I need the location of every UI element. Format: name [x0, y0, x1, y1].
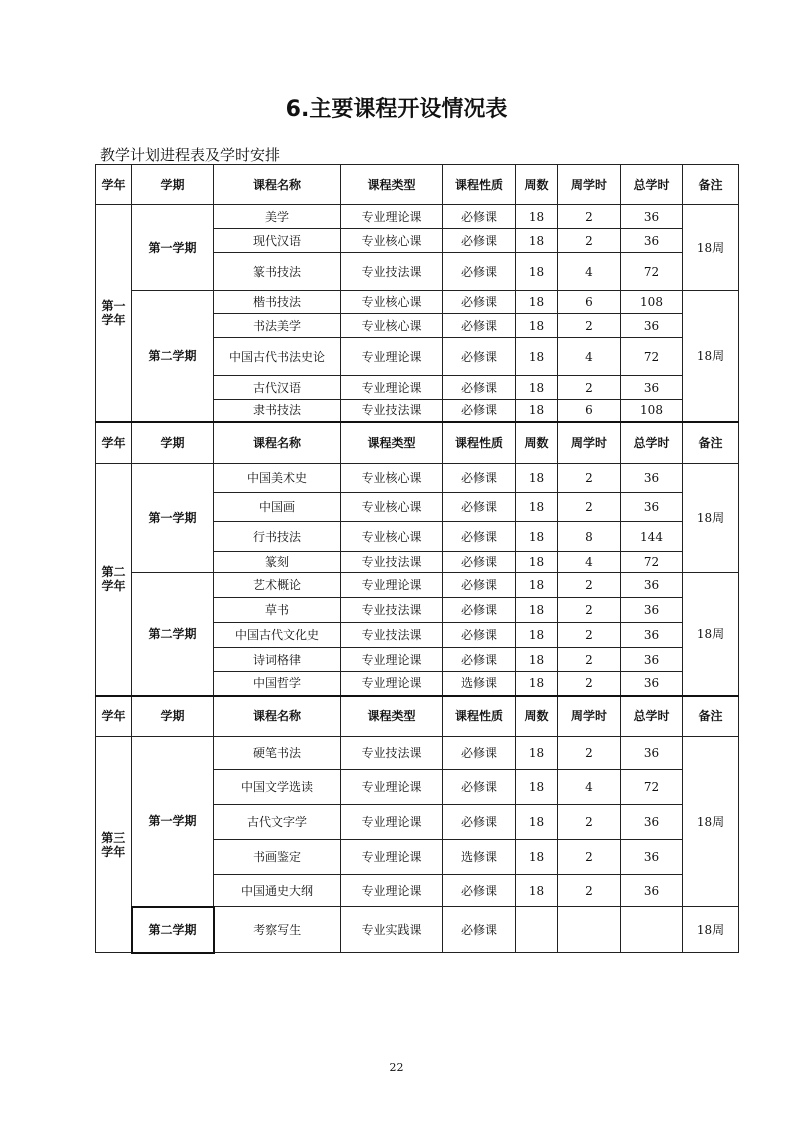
course-nature: 必修课 — [443, 338, 516, 376]
semester-note: 18周 — [683, 737, 739, 907]
course-weeks: 18 — [516, 598, 558, 623]
course-name: 考察写生 — [214, 907, 341, 953]
course-weekly-hours: 4 — [558, 552, 621, 573]
semester-note: 18周 — [683, 205, 739, 291]
course-total-hours: 36 — [621, 573, 683, 598]
header-course-type: 课程类型 — [341, 696, 443, 737]
course-type: 专业理论课 — [341, 338, 443, 376]
course-total-hours: 36 — [621, 737, 683, 770]
header-year: 学年 — [96, 422, 132, 464]
course-weekly-hours: 4 — [558, 338, 621, 376]
header-weekly-hours: 周学时 — [558, 696, 621, 737]
course-weekly-hours: 4 — [558, 253, 621, 291]
course-type: 专业核心课 — [341, 229, 443, 253]
course-nature: 选修课 — [443, 672, 516, 696]
course-name: 中国画 — [214, 493, 341, 522]
course-name: 篆刻 — [214, 552, 341, 573]
semester-note: 18周 — [683, 907, 739, 953]
course-name: 中国哲学 — [214, 672, 341, 696]
course-name: 中国文学选读 — [214, 770, 341, 805]
header-year: 学年 — [96, 696, 132, 737]
semester-cell: 第二学期 — [132, 573, 214, 696]
course-type: 专业核心课 — [341, 522, 443, 552]
course-name: 古代文字学 — [214, 805, 341, 840]
course-total-hours: 36 — [621, 376, 683, 400]
course-name: 中国古代文化史 — [214, 623, 341, 648]
course-weeks: 18 — [516, 648, 558, 672]
header-course-nature: 课程性质 — [443, 422, 516, 464]
course-weeks: 18 — [516, 840, 558, 875]
semester-cell: 第二学期 — [132, 907, 214, 953]
course-nature: 必修课 — [443, 623, 516, 648]
course-type: 专业理论课 — [341, 875, 443, 907]
course-weekly-hours: 2 — [558, 314, 621, 338]
course-name: 艺术概论 — [214, 573, 341, 598]
course-total-hours: 72 — [621, 338, 683, 376]
semester-note: 18周 — [683, 573, 739, 696]
header-course-nature: 课程性质 — [443, 696, 516, 737]
course-type: 专业实践课 — [341, 907, 443, 953]
course-nature: 必修课 — [443, 493, 516, 522]
course-nature: 必修课 — [443, 400, 516, 422]
course-nature: 必修课 — [443, 253, 516, 291]
header-course-name: 课程名称 — [214, 422, 341, 464]
course-total-hours: 36 — [621, 314, 683, 338]
course-weeks: 18 — [516, 875, 558, 907]
header-weeks: 周数 — [516, 422, 558, 464]
course-weekly-hours: 2 — [558, 493, 621, 522]
course-total-hours: 36 — [621, 648, 683, 672]
course-type: 专业技法课 — [341, 623, 443, 648]
course-type: 专业理论课 — [341, 205, 443, 229]
course-nature: 必修课 — [443, 770, 516, 805]
header-total-hours: 总学时 — [621, 422, 683, 464]
header-semester: 学期 — [132, 165, 214, 205]
course-schedule-table — [95, 164, 739, 954]
course-type: 专业理论课 — [341, 376, 443, 400]
course-total-hours: 108 — [621, 400, 683, 422]
course-nature: 必修课 — [443, 464, 516, 493]
course-weekly-hours: 8 — [558, 522, 621, 552]
course-name: 书法美学 — [214, 314, 341, 338]
course-weekly-hours: 2 — [558, 376, 621, 400]
course-weeks: 18 — [516, 400, 558, 422]
course-weeks: 18 — [516, 338, 558, 376]
course-type: 专业理论课 — [341, 770, 443, 805]
course-type: 专业技法课 — [341, 253, 443, 291]
course-name: 篆书技法 — [214, 253, 341, 291]
header-course-type: 课程类型 — [341, 422, 443, 464]
course-name: 诗词格律 — [214, 648, 341, 672]
course-nature: 必修课 — [443, 291, 516, 314]
course-type: 专业理论课 — [341, 672, 443, 696]
course-weekly-hours: 6 — [558, 400, 621, 422]
course-nature: 必修课 — [443, 522, 516, 552]
course-weeks: 18 — [516, 672, 558, 696]
course-type: 专业技法课 — [341, 400, 443, 422]
header-course-nature: 课程性质 — [443, 165, 516, 205]
course-nature: 必修课 — [443, 314, 516, 338]
course-weeks: 18 — [516, 522, 558, 552]
course-total-hours: 72 — [621, 552, 683, 573]
course-total-hours: 36 — [621, 493, 683, 522]
course-name: 书画鉴定 — [214, 840, 341, 875]
course-total-hours: 36 — [621, 598, 683, 623]
course-nature: 选修课 — [443, 840, 516, 875]
course-total-hours: 36 — [621, 464, 683, 493]
table-body — [96, 165, 739, 953]
course-total-hours — [621, 907, 683, 953]
course-weekly-hours: 2 — [558, 464, 621, 493]
course-type: 专业理论课 — [341, 648, 443, 672]
table-row — [96, 737, 739, 770]
course-weeks: 18 — [516, 229, 558, 253]
course-weekly-hours: 6 — [558, 291, 621, 314]
header-semester: 学期 — [132, 422, 214, 464]
semester-cell: 第一学期 — [132, 464, 214, 573]
semester-cell: 第二学期 — [132, 291, 214, 422]
course-name: 中国美术史 — [214, 464, 341, 493]
course-nature: 必修课 — [443, 648, 516, 672]
header-course-name: 课程名称 — [214, 696, 341, 737]
course-weekly-hours: 2 — [558, 623, 621, 648]
course-nature: 必修课 — [443, 573, 516, 598]
header-notes: 备注 — [683, 165, 739, 205]
course-name: 中国通史大纲 — [214, 875, 341, 907]
header-notes: 备注 — [683, 422, 739, 464]
course-weeks: 18 — [516, 552, 558, 573]
course-weeks: 18 — [516, 253, 558, 291]
course-type: 专业理论课 — [341, 573, 443, 598]
course-type: 专业技法课 — [341, 598, 443, 623]
header-course-type: 课程类型 — [341, 165, 443, 205]
course-name: 中国古代书法史论 — [214, 338, 341, 376]
course-nature: 必修课 — [443, 598, 516, 623]
course-type: 专业技法课 — [341, 737, 443, 770]
page-title: 6.主要课程开设情况表 — [285, 97, 508, 122]
course-weekly-hours: 2 — [558, 672, 621, 696]
course-name: 美学 — [214, 205, 341, 229]
course-weekly-hours: 4 — [558, 770, 621, 805]
table-row — [96, 205, 739, 229]
course-nature: 必修课 — [443, 737, 516, 770]
course-total-hours: 144 — [621, 522, 683, 552]
course-type: 专业核心课 — [341, 314, 443, 338]
header-notes: 备注 — [683, 696, 739, 737]
course-weekly-hours: 2 — [558, 805, 621, 840]
course-name: 现代汉语 — [214, 229, 341, 253]
course-total-hours: 36 — [621, 840, 683, 875]
course-total-hours: 36 — [621, 672, 683, 696]
course-weekly-hours: 2 — [558, 875, 621, 907]
course-nature: 必修课 — [443, 552, 516, 573]
course-name: 行书技法 — [214, 522, 341, 552]
header-row — [96, 696, 739, 737]
course-weeks: 18 — [516, 376, 558, 400]
course-name: 古代汉语 — [214, 376, 341, 400]
header-total-hours: 总学时 — [621, 165, 683, 205]
semester-cell: 第一学期 — [132, 205, 214, 291]
course-weekly-hours: 2 — [558, 205, 621, 229]
table-row — [96, 464, 739, 493]
table-row — [96, 573, 739, 598]
course-weeks: 18 — [516, 205, 558, 229]
course-name: 草书 — [214, 598, 341, 623]
table-row — [96, 907, 739, 953]
course-nature: 必修课 — [443, 907, 516, 953]
year-cell: 第三学年 — [96, 737, 132, 953]
course-weeks: 18 — [516, 291, 558, 314]
course-total-hours: 36 — [621, 805, 683, 840]
header-year: 学年 — [96, 165, 132, 205]
header-weekly-hours: 周学时 — [558, 165, 621, 205]
course-weekly-hours — [558, 907, 621, 953]
course-type: 专业理论课 — [341, 840, 443, 875]
semester-cell: 第一学期 — [132, 737, 214, 907]
course-weekly-hours: 2 — [558, 598, 621, 623]
course-name: 硬笔书法 — [214, 737, 341, 770]
course-type: 专业核心课 — [341, 291, 443, 314]
header-total-hours: 总学时 — [621, 696, 683, 737]
course-total-hours: 108 — [621, 291, 683, 314]
course-type: 专业技法课 — [341, 552, 443, 573]
table-row — [96, 291, 739, 314]
header-weekly-hours: 周学时 — [558, 422, 621, 464]
course-weeks: 18 — [516, 314, 558, 338]
course-weeks: 18 — [516, 770, 558, 805]
course-total-hours: 72 — [621, 770, 683, 805]
course-total-hours: 36 — [621, 229, 683, 253]
course-weeks: 18 — [516, 737, 558, 770]
header-semester: 学期 — [132, 696, 214, 737]
course-type: 专业核心课 — [341, 493, 443, 522]
course-weekly-hours: 2 — [558, 840, 621, 875]
course-nature: 必修课 — [443, 229, 516, 253]
page-number: 22 — [389, 1061, 404, 1074]
course-weeks: 18 — [516, 623, 558, 648]
course-nature: 必修课 — [443, 376, 516, 400]
course-weekly-hours: 2 — [558, 229, 621, 253]
semester-note: 18周 — [683, 291, 739, 422]
course-total-hours: 36 — [621, 205, 683, 229]
course-weeks: 18 — [516, 573, 558, 598]
course-name: 楷书技法 — [214, 291, 341, 314]
course-weeks: 18 — [516, 805, 558, 840]
course-weekly-hours: 2 — [558, 648, 621, 672]
course-weeks: 18 — [516, 493, 558, 522]
course-nature: 必修课 — [443, 205, 516, 229]
course-total-hours: 36 — [621, 875, 683, 907]
year-cell: 第一学年 — [96, 205, 132, 422]
course-weeks: 18 — [516, 464, 558, 493]
course-weekly-hours: 2 — [558, 573, 621, 598]
course-total-hours: 72 — [621, 253, 683, 291]
header-row — [96, 422, 739, 464]
header-weeks: 周数 — [516, 696, 558, 737]
header-weeks: 周数 — [516, 165, 558, 205]
course-total-hours: 36 — [621, 623, 683, 648]
course-weekly-hours: 2 — [558, 737, 621, 770]
table-subtitle: 教学计划进程表及学时安排 — [100, 146, 281, 164]
course-name: 隶书技法 — [214, 400, 341, 422]
course-type: 专业理论课 — [341, 805, 443, 840]
header-course-name: 课程名称 — [214, 165, 341, 205]
course-type: 专业核心课 — [341, 464, 443, 493]
year-cell: 第二学年 — [96, 464, 132, 696]
course-nature: 必修课 — [443, 875, 516, 907]
course-weeks — [516, 907, 558, 953]
course-nature: 必修课 — [443, 805, 516, 840]
header-row — [96, 165, 739, 205]
semester-note: 18周 — [683, 464, 739, 573]
